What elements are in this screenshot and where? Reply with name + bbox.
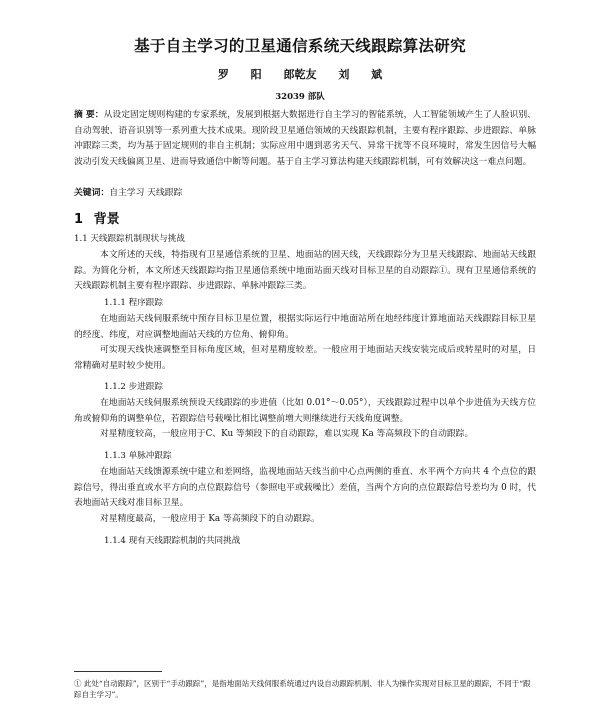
footnote-divider xyxy=(74,671,162,672)
abstract-text: 从设定固定规则构建的专家系统，发展到根据大数据进行自主学习的智能系统，人工智能领域产生了人脸识别、自动驾驶、语音识别等一系列重大技术成果。现阶段卫星通信领域的天线跟踪机制，主要有程序跟踪、步进跟踪、单脉冲跟踪三类，均为基于固定规则的非自主机制；实际应用中遇到恶劣天气、异常干扰等不良环境时，常发生因信号大幅波动引发天线偏离卫星、进而导致通信中断等问题。基于自主学习算法构建天线跟踪机制，可有效解决这一难点问题。 xyxy=(74,110,536,167)
paragraph-step-tracking-notes: 对星精度较高，一般应用于C、Ku 等频段下的自动跟踪，难以实现 Ka 等高频段下的自动跟踪。 xyxy=(100,429,474,439)
abstract-label: 摘 要： xyxy=(74,110,104,120)
paragraph-program-tracking-notes: 可实现天线快速调整至目标角度区域，但对星精度较差。一般应用于地面站天线安装完成后或转星时的对星，日常精确对星时较少使用。 xyxy=(74,345,536,371)
keywords xyxy=(74,186,536,201)
section-heading-background: 1 背景 xyxy=(74,212,120,227)
paragraph-antenna-intro: 本文所述的天线，特指现有卫星通信系统的卫星、地面站的固天线，天线跟踪分为卫星天线跟踪、地面站天线跟踪。为简化分析，本文所述天线跟踪均指卫星通信系统中地面站面天线对目标卫星的自动跟踪①。现有卫星通信系统的天线跟踪机制主要有程序跟踪、步进跟踪、单脉冲跟踪三类。 xyxy=(74,250,536,291)
abstract xyxy=(74,108,536,170)
paper-title: 基于自主学习的卫星通信系统天线跟踪算法研究 xyxy=(134,37,466,55)
keywords-label: 关键词： xyxy=(74,188,110,198)
footnote: ① 此处“自动跟踪”，区别于“手动跟踪”，是指地面站天线伺服系统通过内设自动跟踪机制、非人为操作实现对目标卫星的跟踪，不同于“跟踪自主学习”。 xyxy=(74,679,531,699)
subsection-heading-1-1: 1.1 天线跟踪机制现状与挑战 xyxy=(74,234,185,244)
paragraph-monopulse-tracking-notes: 对星精度最高，一般应用于 Ka 等高频段下的自动跟踪。 xyxy=(100,514,320,524)
author-list: 罗 阳 郎乾友 刘 斌 xyxy=(217,68,383,81)
subsection-heading-1-1-3: 1.1.3 单脉冲跟踪 xyxy=(104,451,172,461)
subsection-heading-1-1-2: 1.1.2 步进跟踪 xyxy=(104,382,163,392)
paragraph-program-tracking: 在地面站天线伺服系统中预存目标卫星位置，根据实际运行中地面站所在地经纬度计算地面站天线跟踪目标卫星的经度、纬度，对应调整地面站天线的方位角、俯仰角。 xyxy=(74,314,536,340)
affiliation: 32039 部队 xyxy=(275,92,325,102)
paragraph-monopulse-tracking: 在地面站天线馈源系统中建立和差网络，监视地面站天线当前中心点两侧的垂直、水平两个方向共 4 个点位的跟踪信号，得出垂直或水平方向的点位跟踪信号（参照电平或载噪比）差值，当两个方向的点位跟踪信号差均为 0 时，代表地面站天线对准目标卫星。 xyxy=(74,467,536,508)
keywords-text: 自主学习 天线跟踪 xyxy=(109,188,183,198)
subsection-heading-1-1-4: 1.1.4 现有天线跟踪机制的共同挑战 xyxy=(104,536,241,546)
paragraph-step-tracking: 在地面站天线伺服系统预设天线跟踪的步进值（比如 0.01°～0.05°），天线跟踪过程中以单个步进值为天线方位角或俯仰角的调整单位，若跟踪信号载噪比相比调整前增大则继续进行天线角度调整。 xyxy=(74,398,536,424)
subsection-heading-1-1-1: 1.1.1 程序跟踪 xyxy=(104,298,163,308)
